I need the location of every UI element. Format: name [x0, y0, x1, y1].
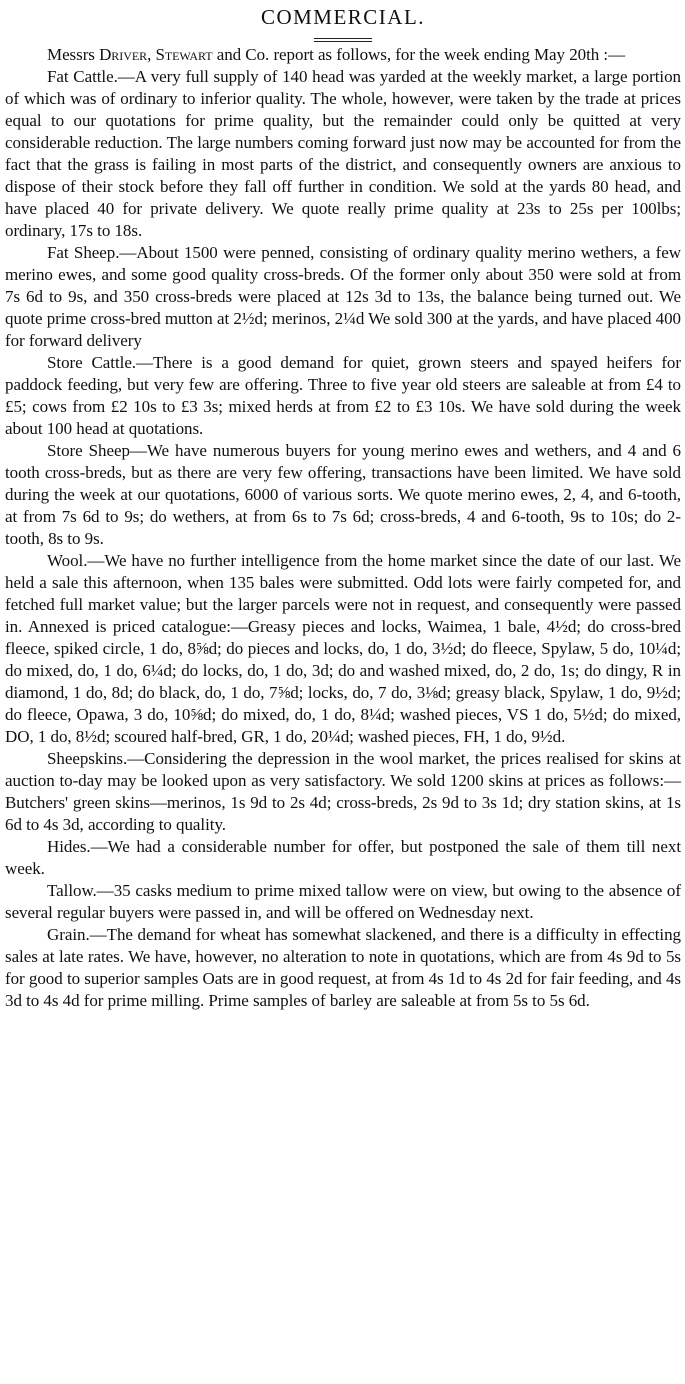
intro-text-3: and Co. report as follows, for the week ending May 20th :—	[212, 45, 626, 64]
intro-text-1: Messrs	[47, 45, 100, 64]
intro-paragraph	[5, 44, 681, 66]
intro-text-2: ,	[147, 45, 156, 64]
hides-paragraph: Hides.—We had a considerable number for offer, but postponed the sale of them till next week.	[5, 837, 681, 878]
store-cattle-paragraph: Store Cattle.—There is a good demand for quiet, grown steers and spayed heifers for paddock feeding, but very few are offering. Three to five year old steers are saleable at from £4 to £5; cows from £2 10s to £3 3s; mixed herds at from £2 to £3 10s. We have sold during the week about 100 head at quotations.	[5, 353, 681, 438]
firm-name-stewart: Stewart	[155, 45, 213, 64]
wool-paragraph: Wool.—We have no further intelligence from the home market since the date of our last. We held a sale this afternoon, when 135 bales were submitted. Odd lots were fairly competed for, and fetched full market value; but the larger parcels were not in request, and consequently were passed in. Annexed is priced catalogue:—Greasy pieces and locks, Waimea, 1 bale, 4½d; do cross-bred fleece, spiked circle, 1 do, 8⅝d; do pieces and locks, do, 1 do, 3½d; do fleece, Spylaw, 5 do, 10¼d; do mixed, do, 1 do, 6¼d; do locks, do, 1 do, 3d; do and washed mixed, do, 2 do, 1s; do dingy, R in diamond, 1 do, 8d; do black, do, 1 do, 7⅝d; locks, do, 7 do, 3⅛d; greasy black, Spylaw, 1 do, 9½d; do fleece, Opawa, 3 do, 10⅝d; do mixed, do, 1 do, 8¼d; washed pieces, VS 1 do, 5½d; do mixed, DO, 1 do, 8½d; scoured half-bred, GR, 1 do, 20¼d; washed pieces, FH, 1 do, 9½d.	[5, 551, 681, 746]
store-sheep-paragraph: Store Sheep—We have numerous buyers for young merino ewes and wethers, and 4 and 6 tooth cross-breds, but as there are very few offering, transactions have been limited. We have sold during the week at our quotations, 6000 of various sorts. We quote merino ewes, 2, 4, and 6-tooth, at from 7s 6d to 9s; do wethers, at from 6s to 7s 6d; cross-breds, 4 and 6-tooth, 9s to 10s; do 2-tooth, 8s to 9s.	[5, 441, 681, 548]
sheepskins-paragraph: Sheepskins.—Considering the depression in the wool market, the prices realised for skins at auction to-day may be looked upon as very satisfactory. We sold 1200 skins at prices as follows:—Butchers' green skins—merinos, 1s 9d to 2s 4d; cross-breds, 2s 9d to 3s 1d; dry station skins, at 1s 6d to 4s 3d, according to quality.	[5, 749, 681, 834]
newspaper-column	[0, 4, 685, 1384]
fat-cattle-paragraph: Fat Cattle.—A very full supply of 140 head was yarded at the weekly market, a large portion of which was of ordinary to inferior quality. The whole, however, were taken by the trade at prices equal to our quotations for prime quality, but the remainder could only be quitted at very considerable reduction. The large numbers coming forward just now may be accounted for from the fact that the grass is failing in most parts of the district, and consequently owners are anxious to dispose of their stock before they fall off further in condition. We sold at the yards 80 head, and have placed 40 for private delivery. We quote really prime quality at 23s to 25s per 100lbs; ordinary, 17s to 18s.	[5, 67, 681, 240]
heading-divider	[314, 38, 372, 39]
grain-paragraph: Grain.—The demand for wheat has somewhat slackened, and there is a difficulty in effecting sales at late rates. We have, however, no alteration to note in quotations, which are from 4s 9d to 5s for good to superior samples Oats are in good request, at from 4s 1d to 4s 2d for fair feeding, and 4s 3d to 4s 4d for prime milling. Prime samples of barley are saleable at from 5s to 5s 6d.	[5, 925, 681, 1010]
fat-sheep-paragraph: Fat Sheep.—About 1500 were penned, consisting of ordinary quality merino wethers, a few merino ewes, and some good quality cross-breds. Of the former only about 350 were sold at from 7s 6d to 9s, and 350 cross-breds were placed at 12s 3d to 13s, the balance being turned out. We quote prime cross-bred mutton at 2½d; merinos, 2¼d We sold 300 at the yards, and have placed 400 for forward delivery	[5, 243, 681, 350]
section-heading: COMMERCIAL.	[260, 5, 426, 29]
tallow-paragraph: Tallow.—35 casks medium to prime mixed tallow were on view, but owing to the absence of several regular buyers were passed in, and will be offered on Wednesday next.	[5, 881, 681, 922]
firm-name-driver: Driver	[99, 45, 148, 64]
